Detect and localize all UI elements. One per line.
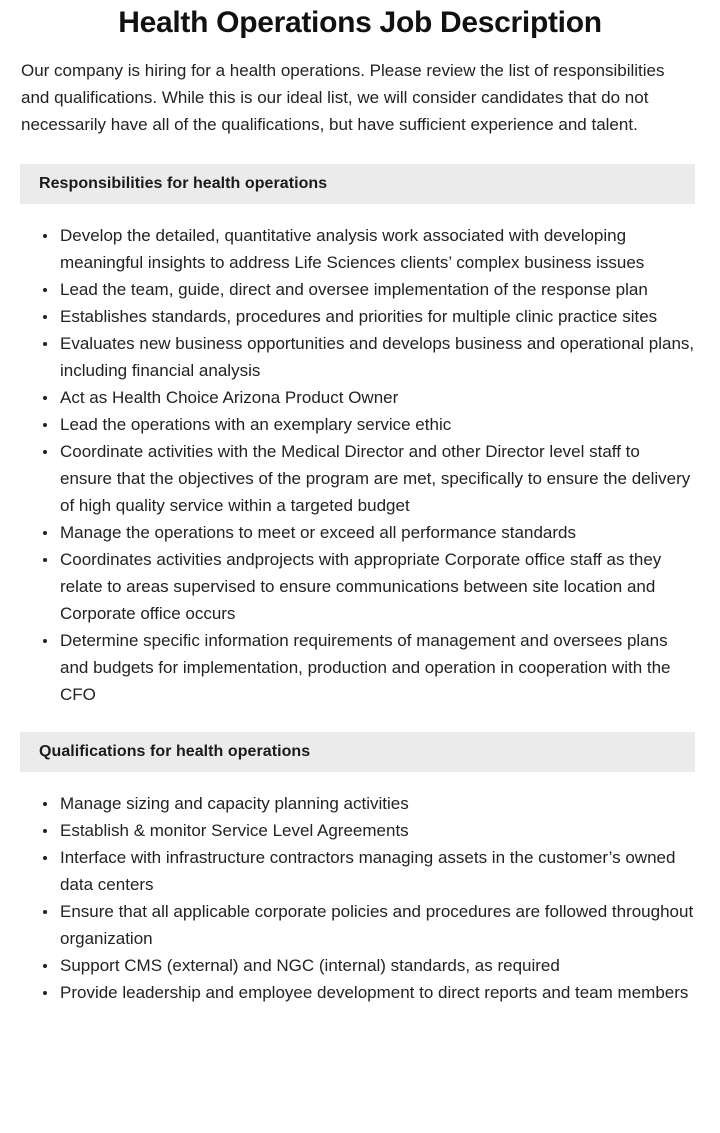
list-item: Act as Health Choice Arizona Product Owner [0,384,696,411]
section-responsibilities [0,164,720,708]
list-item: Interface with infrastructure contractors managing assets in the customer’s owned data centers [0,844,696,898]
section-header-responsibilities [20,164,695,204]
bottom-spacer [0,1006,720,1022]
section-heading-label: Qualifications for health operations [39,743,311,760]
list-item: Provide leadership and employee development to direct reports and team members [0,979,696,1006]
list-item: Determine specific information requirements of management and oversees plans and budgets for implementation, production and operation in cooperation with the CFO [0,627,696,708]
bullet-list-qualifications [0,790,720,1006]
section-heading-label: Responsibilities for health operations [39,175,328,192]
page-title: Health Operations Job Description [118,6,602,39]
list-item: Evaluates new business opportunities and develops business and operational plans, including financial analysis [0,330,696,384]
section-header-qualifications [20,732,695,772]
list-item: Establish & monitor Service Level Agreements [0,817,696,844]
list-item: Develop the detailed, quantitative analysis work associated with developing meaningful insights to address Life Sciences clients’ complex business issues [0,222,696,276]
list-item: Support CMS (external) and NGC (internal) standards, as required [0,952,696,979]
list-item: Ensure that all applicable corporate policies and procedures are followed throughout organization [0,898,696,952]
list-item: Manage the operations to meet or exceed all performance standards [0,519,696,546]
section-qualifications [0,732,720,1006]
list-item: Lead the team, guide, direct and oversee implementation of the response plan [0,276,696,303]
list-item: Lead the operations with an exemplary service ethic [0,411,696,438]
list-item: Manage sizing and capacity planning activities [0,790,696,817]
sections-container [0,164,720,1006]
bullet-list-responsibilities [0,222,720,708]
list-item: Establishes standards, procedures and priorities for multiple clinic practice sites [0,303,696,330]
list-item: Coordinates activities andprojects with appropriate Corporate office staff as they relate to areas supervised to ensure communications between site location and Corporate office occurs [0,546,696,627]
intro-paragraph: Our company is hiring for a health operations. Please review the list of responsibilities and qualifications. While this is our ideal list, we will consider candidates that do not necessarily have all of the qualifications, but have sufficient experience and talent. [21,61,665,134]
list-item: Coordinate activities with the Medical Director and other Director level staff to ensure that the objectives of the program are met, specifically to ensure the delivery of high quality service within a targeted budget [0,438,696,519]
